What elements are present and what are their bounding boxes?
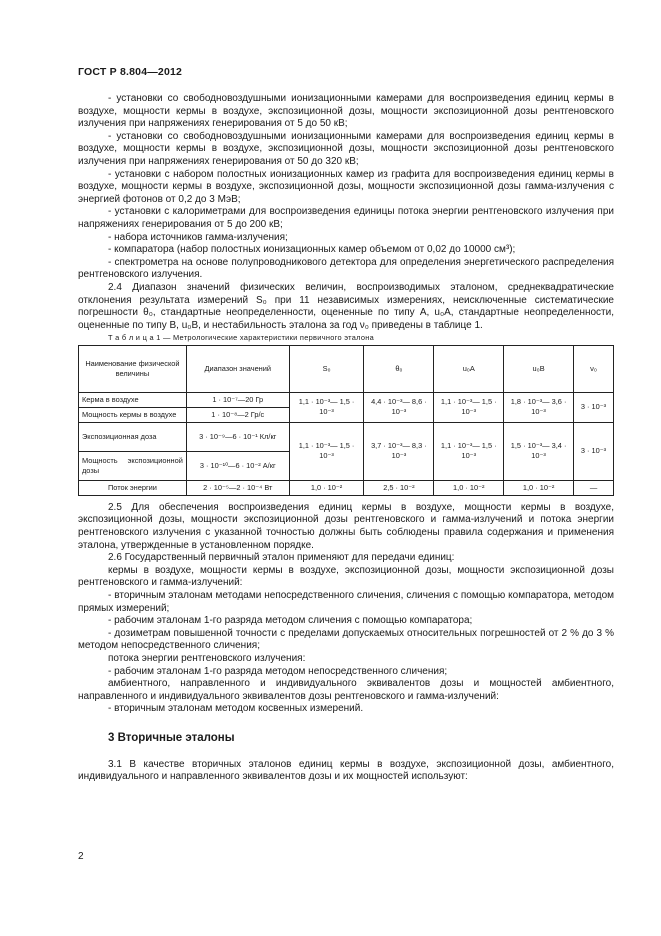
header-quantity: Наименование физической величины: [79, 345, 187, 392]
paragraph: - компаратора (набор полостных ионизационных камер объемом от 0,02 до 10000 см³);: [108, 244, 516, 256]
table-header-row: [79, 345, 614, 392]
document-header: ГОСТ Р 8.804—2012: [78, 66, 183, 78]
paragraph: - рабочим эталонам 1-го разряда методом сличения с помощью компаратора;: [108, 615, 473, 627]
header-nu0: ν₀: [574, 345, 614, 392]
cell-theta0: 4,4 · 10⁻³— 8,6 · 10⁻³: [364, 392, 434, 422]
cell-s0: 1,0 · 10⁻²: [289, 480, 364, 495]
paragraph: - дозиметрам повышенной точности с пределами допускаемых относительных погрешностей от 2 % до 3 % методом непосредственного сличения;: [78, 627, 614, 652]
table-row: [79, 392, 614, 407]
cell-u0a: 1,1 · 10⁻³— 1,5 · 10⁻³: [434, 422, 504, 480]
paragraph: амбиентного, направленного и индивидуального эквивалентов дозы и мощностей амбиентного, направленного и индивидуального эквивалентов дозы рентгеновского и гамма-излучений:: [78, 678, 614, 702]
header-u0a: u₀A: [434, 345, 504, 392]
cell-range: 3 · 10⁻⁹—6 · 10⁻¹ Кл/кг: [186, 422, 289, 451]
cell-quantity: Экспозиционная доза: [79, 422, 187, 451]
cell-quantity: Мощность кермы в воздухе: [79, 407, 187, 422]
cell-u0b: 1,8 · 10⁻³— 3,6 · 10⁻³: [504, 392, 574, 422]
cell-s0: 1,1 · 10⁻³— 1,5 · 10⁻³: [289, 392, 364, 422]
header-range: Диапазон значений: [186, 345, 289, 392]
paragraph-group-a: [78, 93, 614, 332]
table-row: [79, 422, 614, 451]
cell-u0a: 1,0 · 10⁻²: [434, 480, 504, 495]
metrology-table: [78, 345, 614, 496]
paragraph: - рабочим эталонам 1-го разряда методом непосредственного сличения;: [108, 665, 448, 677]
paragraph-group-b: [78, 502, 614, 716]
paragraph: - набора источников гамма-излучения;: [108, 231, 288, 243]
cell-quantity: Поток энергии: [79, 480, 187, 495]
paragraph: - спектрометра на основе полупроводникового детектора для определения энергетического распределения рентгеновского излучения.: [78, 256, 614, 281]
cell-theta0: 2,5 · 10⁻²: [364, 480, 434, 495]
cell-nu0: 3 · 10⁻³: [574, 392, 614, 422]
cell-quantity: Мощность экспозиционной дозы: [79, 451, 187, 480]
cell-nu0: 3 · 10⁻³: [574, 422, 614, 480]
cell-nu0: —: [574, 480, 614, 495]
paragraph: - установки со свободновоздушными ионизационными камерами для воспроизведения единиц кермы в воздухе, мощности кермы в воздухе, экспозиционной дозы, мощности экспозиционной дозы рентгеновского излучения при напряжениях генерирования от 50 до 320 кВ;: [78, 130, 614, 167]
paragraph: - вторичным эталонам методами непосредственного сличения, сличения с помощью компаратора, методом прямых измерений;: [78, 590, 614, 614]
paragraph: 3.1 В качестве вторичных эталонов единиц кермы в воздухе, экспозиционной дозы, амбиентного, индивидуального и направленного эквивалентов дозы и их мощностей используют:: [78, 758, 614, 783]
header-s0: S₀: [289, 345, 364, 392]
cell-quantity: Керма в воздухе: [79, 392, 187, 407]
paragraph: - установки со свободновоздушными ионизационными камерами для воспроизведения единиц кермы в воздухе, мощности кермы в воздухе, экспозиционной дозы, мощности экспозиционной дозы рентгеновского излучения при напряжениях генерирования от 5 до 50 кВ;: [78, 93, 614, 130]
cell-u0b: 1,0 · 10⁻²: [504, 480, 574, 495]
table-caption: Т а б л и ц а 1 — Метрологические характеристики первичного эталона: [108, 333, 375, 343]
section-heading: 3 Вторичные эталоны: [108, 731, 235, 744]
paragraph: кермы в воздухе, мощности кермы в воздухе, экспозиционной дозы, мощности экспозиционной дозы рентгеновского и гамма-излучений:: [78, 564, 614, 589]
cell-theta0: 3,7 · 10⁻³— 8,3 · 10⁻³: [364, 422, 434, 480]
header-u0b: u₀B: [504, 345, 574, 392]
page-content: [78, 93, 614, 784]
paragraph: потока энергии рентгеновского излучения:: [108, 653, 306, 664]
cell-range: 1 · 10⁻⁷—20 Гр: [186, 392, 289, 407]
table-row: [79, 480, 614, 495]
paragraph: 2.4 Диапазон значений физических величин, воспроизводимых эталоном, среднеквадратические отклонения результата измерений S₀ при 11 независимых измерениях, неисключенные систематические погрешности θ₀, стандартные неопределенности, оцененные по типу А, u₀A, стандартные неопределенности, оцененные по типу В, u₀B, и нестабильность эталона за год ν₀ приведены в таблице 1.: [78, 281, 614, 331]
cell-range: 2 · 10⁻⁵—2 · 10⁻⁴ Вт: [186, 480, 289, 495]
header-theta0: θ₀: [364, 345, 434, 392]
paragraph: - вторичным эталонам методом косвенных измерений.: [108, 703, 364, 715]
paragraph: 2.6 Государственный первичный эталон применяют для передачи единиц:: [108, 552, 455, 564]
page-number: 2: [78, 851, 84, 862]
paragraph: - установки с калориметрами для воспроизведения единицы потока энергии рентгеновского излучения при напряжениях генерирования от 5 до 200 кВ;: [78, 206, 614, 230]
cell-range: 3 · 10⁻¹⁰—6 · 10⁻² А/кг: [186, 451, 289, 480]
paragraph: - установки с набором полостных ионизационных камер из графита для воспроизведения единиц кермы в воздухе, мощности кермы в воздухе, экспозиционной дозы, мощности экспозиционной дозы гамма-излучения с энергией фотонов от 0,2 до 3 МэВ;: [78, 168, 614, 205]
cell-u0a: 1,1 · 10⁻³— 1,5 · 10⁻³: [434, 392, 504, 422]
cell-range: 1 · 10⁻⁸—2 Гр/с: [186, 407, 289, 422]
cell-u0b: 1,5 · 10⁻³— 3,4 · 10⁻³: [504, 422, 574, 480]
cell-s0: 1,1 · 10⁻³— 1,5 · 10⁻³: [289, 422, 364, 480]
paragraph: 2.5 Для обеспечения воспроизведения единиц кермы в воздухе, мощности кермы в воздухе, экспозиционной дозы, мощности экспозиционной дозы рентгеновского и гамма-излучений и потока энергии рентгеновского излучения с указанной точностью должны быть соблюдены правила содержания и применения эталона, утвержденные в установленном порядке.: [78, 501, 614, 551]
